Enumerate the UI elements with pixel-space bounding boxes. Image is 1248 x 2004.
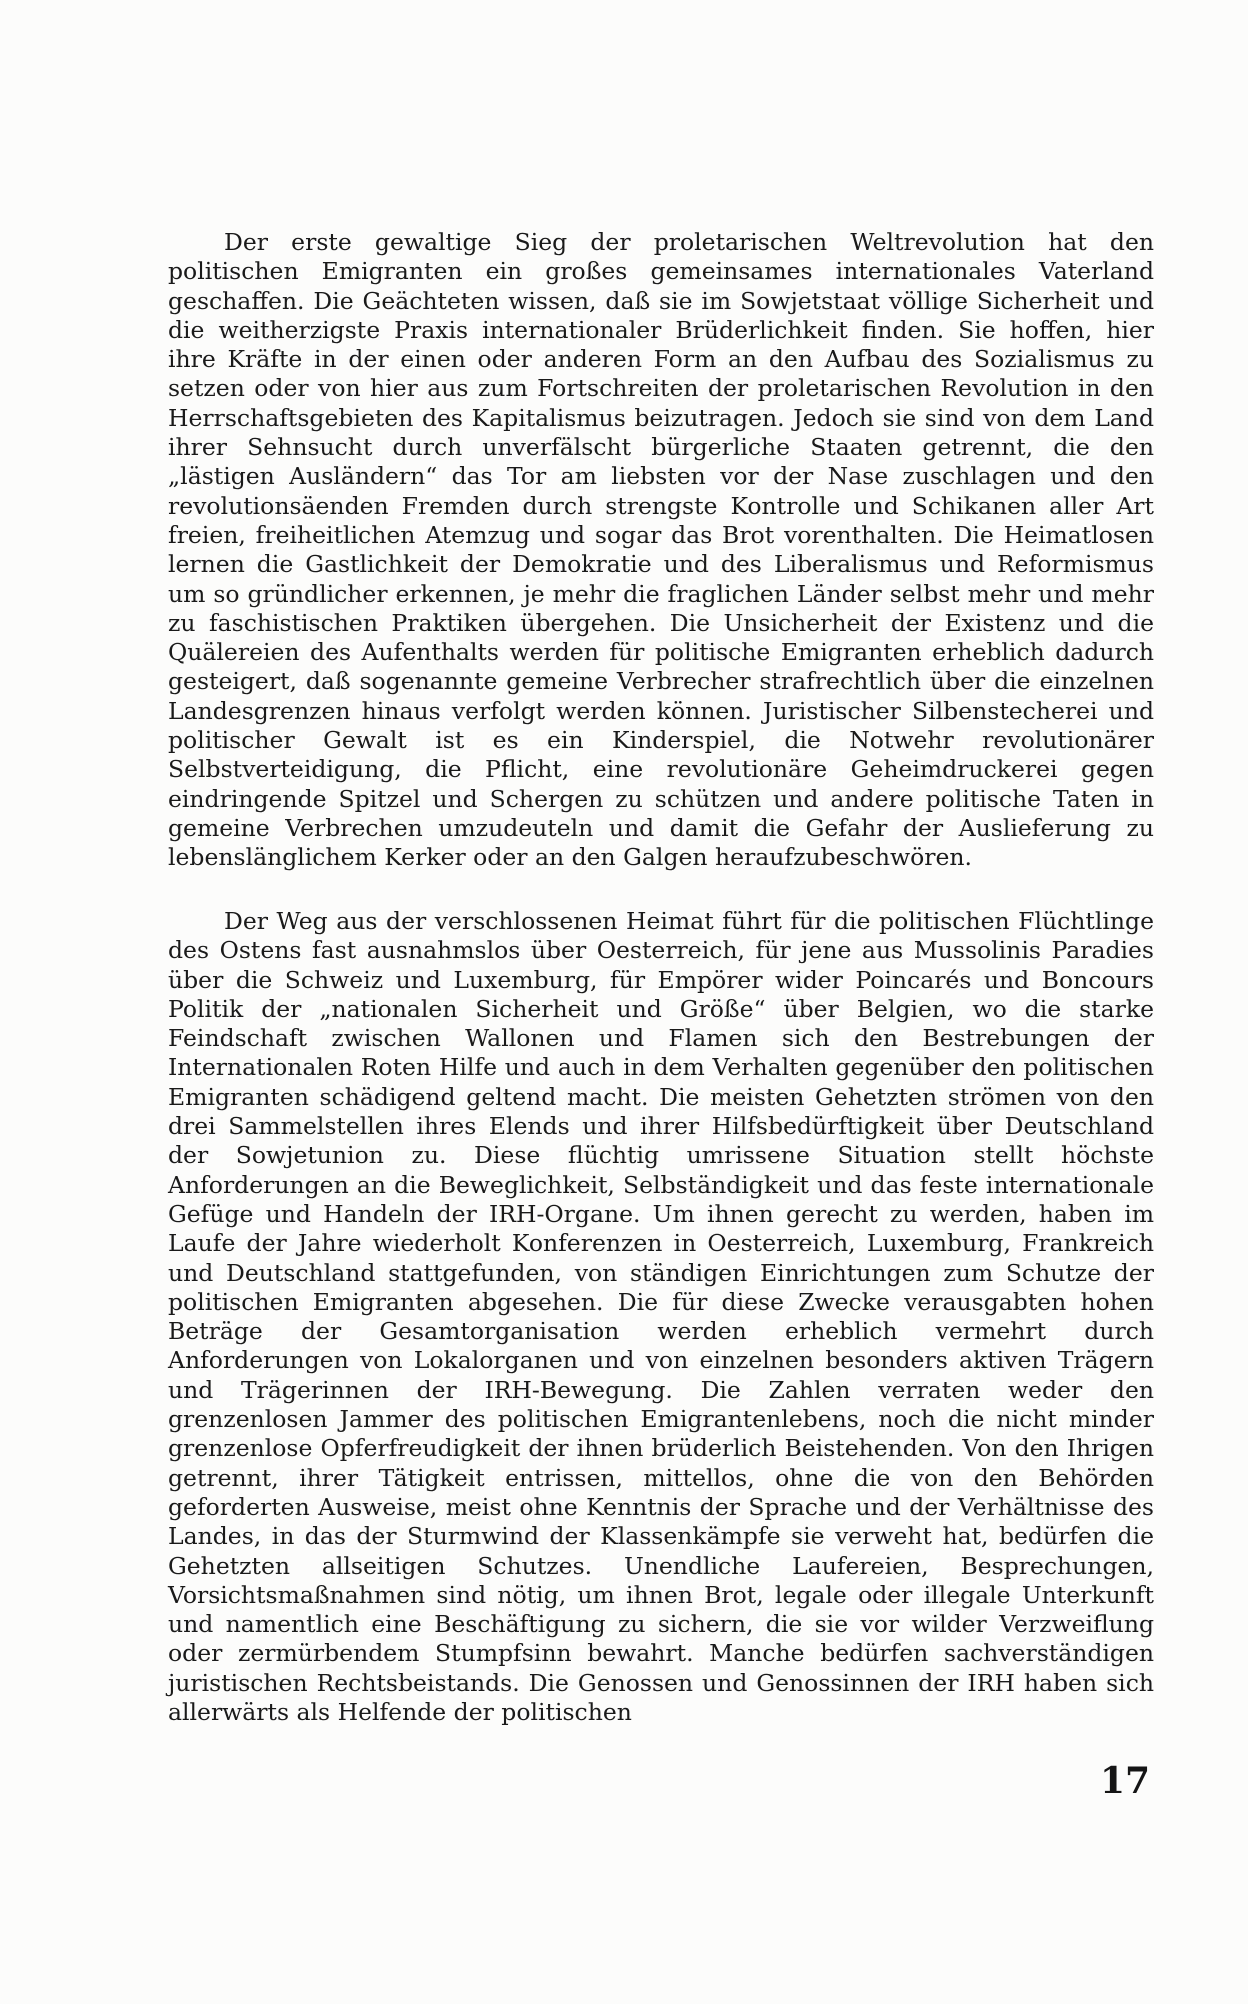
page-number: 17 <box>1100 1760 1151 1802</box>
paragraph-emigrants-homeland: Der erste gewaltige Sieg der proletarischen Weltrevolution hat den politischen Emigranten ein großes gemeinsames internationales Vaterland geschaffen. Die Geächteten wissen, daß sie im Sowjetstaat völlige Sicherheit und die weitherzigste Praxis internationaler Brüderlichkeit finden. Sie hoffen, hier ihre Kräfte in der einen oder anderen Form an den Aufbau des Sozialismus zu setzen oder von hier aus zum Fortschreiten der proletarischen Revolution in den Herrschaftsgebieten des Kapitalismus beizutragen. Jedoch sie sind von dem Land ihrer Sehnsucht durch unverfälscht bürgerliche Staaten getrennt, die den „lästigen Ausländern“ das Tor am liebsten vor der Nase zuschlagen und den revolutionsäenden Fremden durch strengste Kontrolle und Schikanen aller Art freien, freiheitlichen Atemzug und sogar das Brot vorenthalten. Die Heimatlosen lernen die Gastlichkeit der Demokratie und des Liberalismus und Reformismus um so gründlicher erkennen, je mehr die fraglichen Länder selbst mehr und mehr zu faschistischen Praktiken übergehen. Die Unsicherheit der Existenz und die Quälereien des Aufenthalts werden für politische Emigranten erheblich dadurch gesteigert, daß sogenannte gemeine Verbrecher strafrechtlich über die einzelnen Landesgrenzen hinaus verfolgt werden können. Juristischer Silbenstecherei und politischer Gewalt ist es ein Kinderspiel, die Notwehr revolutionärer Selbstverteidigung, die Pflicht, eine revolutionäre Geheimdruckerei gegen eindringende Spitzel und Schergen zu schützen und andere politische Taten in gemeine Verbrechen umzudeuteln und damit die Gefahr der Auslieferung zu lebenslänglichem Kerker oder an den Galgen heraufzubeschwören. <box>168 228 1154 872</box>
paragraph-route-of-refugees: Der Weg aus der verschlossenen Heimat führt für die politischen Flüchtlinge des Ostens fast ausnahmslos über Oesterreich, für jene aus Mussolinis Paradies über die Schweiz und Luxemburg, für Empörer wider Poincarés und Boncours Politik der „nationalen Sicherheit und Größe“ über Belgien, wo die starke Feindschaft zwischen Wallonen und Flamen sich den Bestrebungen der Internationalen Roten Hilfe und auch in dem Verhalten gegenüber den politischen Emigranten schädigend geltend macht. Die meisten Gehetzten strömen von den drei Sammelstellen ihres Elends und ihrer Hilfsbedürftigkeit über Deutschland der Sowjetunion zu. Diese flüchtig umrissene Situation stellt höchste Anforderungen an die Beweglichkeit, Selbständigkeit und das feste internationale Gefüge und Handeln der IRH-Organe. Um ihnen gerecht zu werden, haben im Laufe der Jahre wiederholt Konferenzen in Oesterreich, Luxemburg, Frankreich und Deutschland stattgefunden, von ständigen Einrichtungen zum Schutze der politischen Emigranten abgesehen. Die für diese Zwecke verausgabten hohen Beträge der Gesamtorganisation werden erheblich vermehrt durch Anforderungen von Lokalorganen und von einzelnen besonders aktiven Trägern und Trägerinnen der IRH-Bewegung. Die Zahlen verraten weder den grenzenlosen Jammer des politischen Emigrantenlebens, noch die nicht minder grenzenlose Opferfreudigkeit der ihnen brüderlich Beistehenden. Von den Ihrigen getrennt, ihrer Tätigkeit entrissen, mittellos, ohne die von den Behörden geforderten Ausweise, meist ohne Kenntnis der Sprache und der Verhältnisse des Landes, in das der Sturmwind der Klassenkämpfe sie verweht hat, bedürfen die Gehetzten allseitigen Schutzes. Unendliche Laufereien, Besprechungen, Vorsichtsmaßnahmen sind nötig, um ihnen Brot, legale oder illegale Unterkunft und namentlich eine Beschäftigung zu sichern, die sie vor wilder Verzweiflung oder zermürbendem Stumpfsinn bewahrt. Manche bedürfen sachverständigen juristischen Rechtsbeistands. Die Genossen und Genossinnen der IRH haben sich allerwärts als Helfende der politischen <box>168 907 1154 1727</box>
